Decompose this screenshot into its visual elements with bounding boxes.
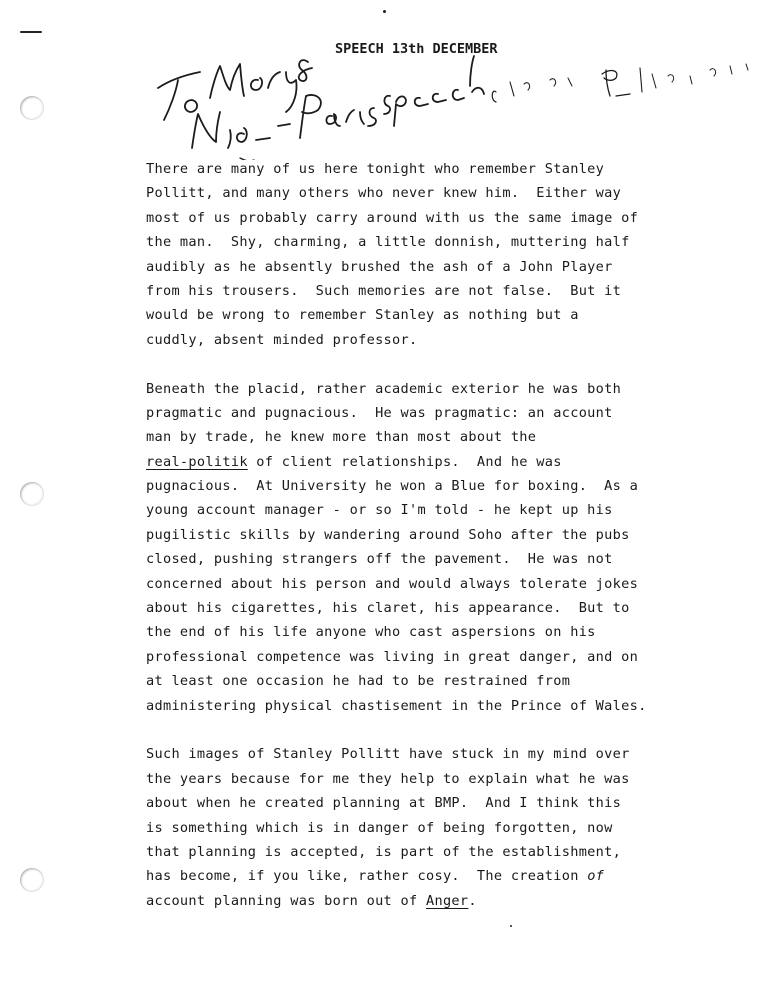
text-line: from his trousers. Such memories are not false. But it bbox=[146, 282, 622, 299]
text-line: the end of his life anyone who cast aspersions on his bbox=[146, 624, 596, 641]
text-line: about his cigarettes, his claret, his appearance. But to bbox=[146, 600, 630, 617]
text-line: closed, pushing strangers off the pavement. He was not bbox=[146, 551, 613, 568]
text-line: pragmatic and pugnacious. He was pragmatic: an account bbox=[146, 404, 613, 421]
page-title: SPEECH 13th DECEMBER bbox=[335, 41, 498, 57]
text-line: pugilistic skills by wandering around Soho after the pubs bbox=[146, 526, 630, 543]
text-line: young account manager - or so I'm told - he kept up his bbox=[146, 502, 613, 519]
text-fragment: has become, if you like, rather cosy. The creation bbox=[146, 868, 579, 885]
paragraph-3 bbox=[146, 742, 726, 913]
punch-hole-middle bbox=[20, 482, 44, 506]
text-line: the years because for me they help to explain what he was bbox=[146, 770, 630, 787]
text-line: There are many of us here tonight who remember Stanley bbox=[146, 161, 605, 177]
text-line-with-underline bbox=[146, 889, 726, 913]
underlined-word: Anger bbox=[425, 892, 469, 909]
final-period: . bbox=[468, 892, 477, 909]
text-line: Such images of Stanley Pollitt have stuck in my mind over bbox=[146, 746, 630, 763]
text-line: would be wrong to remember Stanley as nothing but a bbox=[146, 307, 579, 324]
text-line: administering physical chastisement in the Prince of Wales. bbox=[146, 697, 647, 714]
text-fragment: of client relationships. And he was bbox=[256, 453, 562, 470]
text-line: pugnacious. At University he won a Blue for boxing. As a bbox=[146, 478, 639, 495]
text-line-with-italic bbox=[146, 864, 726, 888]
text-line: professional competence was living in great danger, and on bbox=[146, 648, 639, 665]
paragraph-2 bbox=[146, 377, 726, 718]
italic-word: of bbox=[587, 868, 605, 885]
text-line: the man. Shy, charming, a little donnish, muttering half bbox=[146, 234, 630, 251]
scan-speck bbox=[20, 31, 42, 33]
text-line: most of us probably carry around with us the same image of bbox=[146, 209, 639, 226]
text-line: is something which is in danger of being forgotten, now bbox=[146, 819, 613, 836]
text-line: audibly as he absently brushed the ash of a John Player bbox=[146, 258, 613, 275]
text-line: that planning is accepted, is part of the establishment, bbox=[146, 843, 622, 860]
speech-body bbox=[146, 157, 726, 938]
punch-hole-bottom bbox=[20, 868, 44, 892]
text-line: cuddly, absent minded professor. bbox=[146, 331, 418, 348]
scan-speck bbox=[383, 10, 386, 13]
text-line: at least one occasion he had to be restrained from bbox=[146, 673, 571, 690]
text-line-with-underline bbox=[146, 450, 726, 474]
text-line: concerned about his person and would always tolerate jokes bbox=[146, 575, 639, 592]
text-line: about when he created planning at BMP. And I think this bbox=[146, 795, 622, 812]
handwritten-annotation bbox=[140, 30, 760, 160]
underlined-term: real-politik bbox=[146, 453, 248, 470]
text-line: Pollitt, and many others who never knew him. Either way bbox=[146, 185, 622, 202]
text-line: Beneath the placid, rather academic exterior he was both bbox=[146, 380, 622, 397]
punch-hole-top bbox=[20, 96, 44, 120]
paragraph-1 bbox=[146, 157, 726, 352]
text-line: man by trade, he knew more than most about the bbox=[146, 429, 537, 446]
text-fragment: account planning was born out of bbox=[146, 892, 418, 909]
